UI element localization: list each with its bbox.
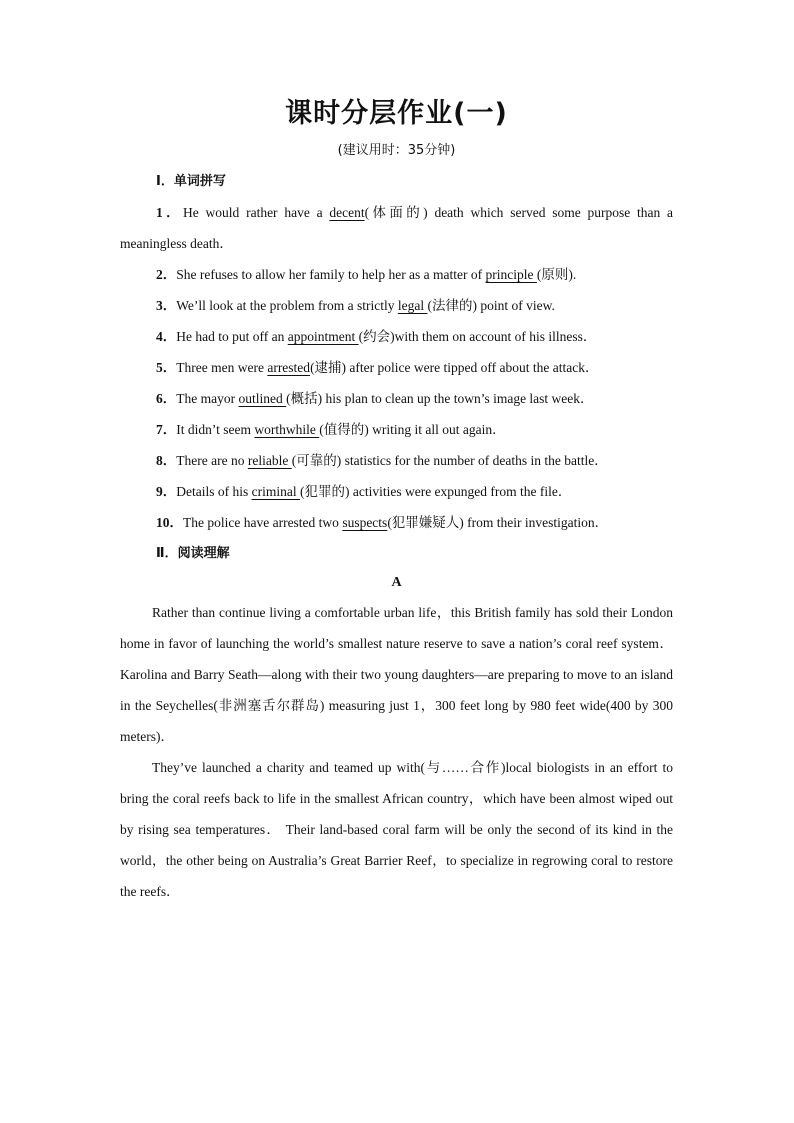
document-page [120,92,673,907]
item-answer: outlined [238,391,287,406]
item-answer: criminal [251,484,300,499]
item-text-before: She refuses to allow her family to help her as a matter of [176,267,486,282]
spelling-item [120,321,673,352]
item-answer: legal [397,298,428,313]
spelling-item [120,476,673,507]
item-answer: decent [329,205,365,220]
item-text-after: (犯罪嫌疑人) from their investigation． [387,515,609,530]
item-text-before: The mayor [176,391,239,406]
passage-body [120,597,673,907]
spelling-item [120,445,673,476]
spelling-item [120,414,673,445]
item-number: 4． [156,329,177,344]
item-text-after: (体面的) death which served some purpose than a meaningless death． [120,205,673,251]
spelling-item [120,507,673,538]
item-text-before: Details of his [176,484,252,499]
page-subtitle: (建议用时：35分钟) [337,143,456,158]
item-answer: principle [485,267,537,282]
spelling-item [120,352,673,383]
item-number: 8． [156,453,177,468]
item-number: 6． [156,391,177,406]
item-text-after: (约会)with them on account of his illness． [358,329,597,344]
item-text-before: He would rather have a [183,205,330,220]
item-number: 5． [156,360,177,375]
item-number: 9． [156,484,177,499]
spelling-item [120,197,673,259]
item-text-before: There are no [176,453,248,468]
item-answer: arrested [267,360,311,375]
item-number: 7． [156,422,177,437]
item-text-before: We’ll look at the problem from a strictly [176,298,398,313]
item-number: 2． [156,267,177,282]
section-heading-spelling: Ⅰ．单词拼写 [156,174,226,189]
passage-paragraph: Rather than continue living a comfortable urban life，this British family has sold their London home in favor of launching the world’s smallest nature reserve to save a nation’s coral reef system． Karolina and Barry Seath—along with their two young daughters—are preparing to move to an island in the Seychelles(非洲塞舌尔群岛) measuring just 1，300 feet long by 980 feet wide(400 by 300 meters)． [120,605,673,744]
passage-paragraph: They’ve launched a charity and teamed up with(与……合作)local biologists in an effort to bring the coral reefs back to life in the smallest African country，which have been almost wiped out by rising sea temperatures． Their land-based coral farm will be only the second of its kind in the world，the other being on Australia’s Great Barrier Reef，to specialize in regrowing coral to restore the reefs． [120,760,673,899]
item-answer: reliable [247,453,292,468]
spelling-item [120,259,673,290]
item-answer: suspects [342,515,388,530]
item-number: 10． [156,515,183,530]
item-text-before: He had to put off an [176,329,288,344]
item-text-before: Three men were [176,360,268,375]
item-number: 1． [156,205,184,220]
item-text-after: (犯罪的) activities were expunged from the file． [299,484,572,499]
item-answer: worthwhile [254,422,320,437]
item-answer: appointment [287,329,359,344]
spelling-item [120,383,673,414]
item-text-after: (可靠的) statistics for the number of deaths in the battle． [291,453,608,468]
spelling-item [120,290,673,321]
section-heading-reading: Ⅱ．阅读理解 [156,546,230,561]
page-title: 课时分层作业(一) [285,98,508,129]
item-text-after: (法律的) point of view. [427,298,555,313]
passage-title: A [391,575,402,590]
item-number: 3． [156,298,177,313]
spelling-items [120,197,673,538]
item-text-after: (值得的) writing it all out again． [319,422,506,437]
item-text-after: (逮捕) after police were tipped off about the attack． [310,360,599,375]
item-text-before: It didn’t seem [176,422,255,437]
item-text-before: The police have arrested two [183,515,343,530]
item-text-after: (原则). [536,267,577,282]
item-text-after: (概括) his plan to clean up the town’s image last week． [286,391,594,406]
